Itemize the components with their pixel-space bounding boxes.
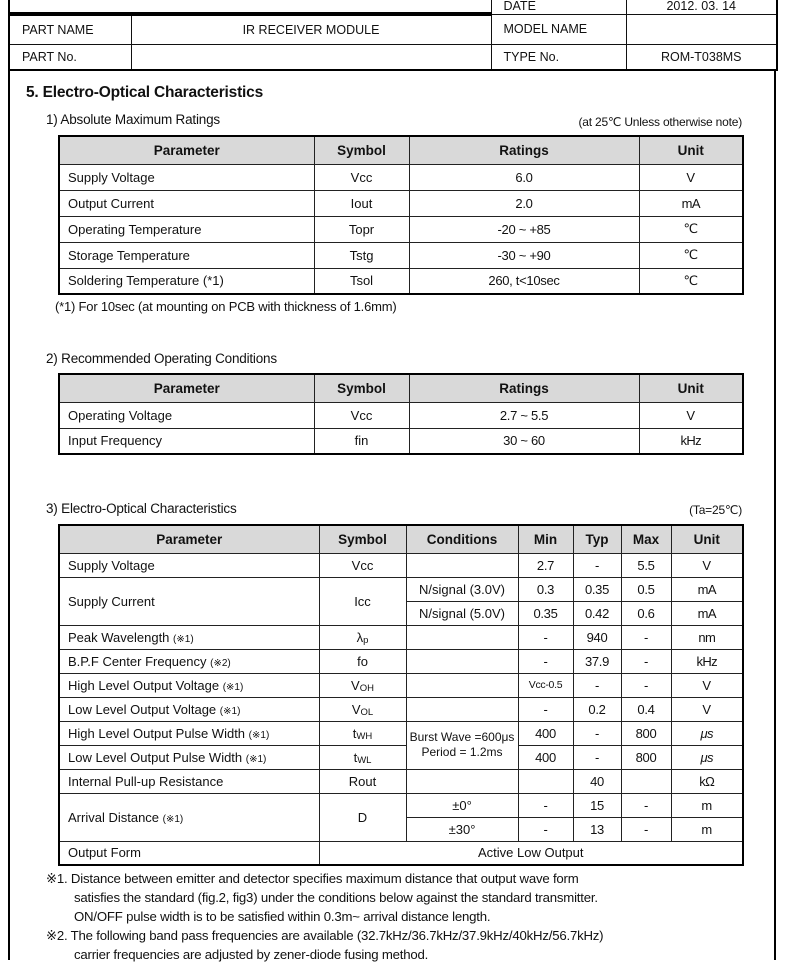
param-cell: Soldering Temperature (*1) bbox=[59, 268, 314, 294]
param-cell bbox=[59, 673, 319, 697]
table-row bbox=[59, 268, 743, 294]
param-cell: Operating Voltage bbox=[59, 402, 314, 428]
min-cell: 0.3 bbox=[518, 577, 573, 601]
max-cell: 800 bbox=[621, 721, 671, 745]
column-header: Max bbox=[621, 525, 671, 553]
ratings-cell: 30 ~ 60 bbox=[409, 428, 639, 454]
min-cell: 0.35 bbox=[518, 601, 573, 625]
date-label: DATE bbox=[491, 0, 626, 14]
param-text: Low Level Output Pulse Width bbox=[68, 749, 243, 765]
typ-cell: - bbox=[573, 745, 621, 769]
param-cell: Supply Current bbox=[59, 577, 319, 625]
footnote-line: satisfies the standard (fig.2, fig3) under the conditions below against the standard transmitter. bbox=[74, 890, 598, 905]
table-row bbox=[59, 697, 743, 721]
max-cell bbox=[621, 769, 671, 793]
typ-cell: - bbox=[573, 673, 621, 697]
column-header: Symbol bbox=[319, 525, 406, 553]
table-row bbox=[9, 14, 777, 44]
symbol-cell: Vcc bbox=[314, 402, 409, 428]
unit-cell: mA bbox=[671, 577, 743, 601]
symbol-cell: D bbox=[319, 793, 406, 841]
ratings-cell: 260, t<10sec bbox=[409, 268, 639, 294]
table-header-row bbox=[59, 136, 743, 164]
max-cell: - bbox=[621, 673, 671, 697]
symbol-cell: Iout bbox=[314, 190, 409, 216]
param-note: (※1) bbox=[248, 729, 270, 741]
symbol-subscript: OH bbox=[359, 682, 374, 694]
typ-cell: - bbox=[573, 553, 621, 577]
column-header: Ratings bbox=[409, 374, 639, 402]
table-row bbox=[59, 649, 743, 673]
ratings-cell: 6.0 bbox=[409, 164, 639, 190]
typ-cell: 40 bbox=[573, 769, 621, 793]
param-text: B.P.F Center Frequency bbox=[68, 653, 207, 669]
table-header-row bbox=[59, 374, 743, 402]
table-row bbox=[9, 0, 777, 14]
typ-cell: 0.35 bbox=[573, 577, 621, 601]
column-header: Parameter bbox=[59, 374, 314, 402]
table-header-row bbox=[59, 525, 743, 553]
conditions-cell bbox=[406, 721, 518, 769]
table-row bbox=[59, 190, 743, 216]
min-cell: - bbox=[518, 649, 573, 673]
table-row bbox=[59, 577, 743, 601]
ratings-cell: 2.7 ~ 5.5 bbox=[409, 402, 639, 428]
footnotes-block bbox=[46, 869, 752, 964]
table-row bbox=[59, 428, 743, 454]
conditions-cell bbox=[406, 553, 518, 577]
typ-cell: 15 bbox=[573, 793, 621, 817]
model-name-value bbox=[626, 14, 777, 44]
unit-cell: ℃ bbox=[639, 242, 743, 268]
unit-cell: ℃ bbox=[639, 216, 743, 242]
max-cell: 800 bbox=[621, 745, 671, 769]
unit-cell: mA bbox=[639, 190, 743, 216]
condition-note-1: (at 25℃ Unless otherwise note) bbox=[578, 115, 742, 129]
min-cell: 2.7 bbox=[518, 553, 573, 577]
condition-line: Period = 1.2ms bbox=[421, 745, 503, 759]
table-row bbox=[59, 769, 743, 793]
conditions-cell: N/signal (5.0V) bbox=[406, 601, 518, 625]
column-header: Typ bbox=[573, 525, 621, 553]
symbol-cell: fo bbox=[319, 649, 406, 673]
table-row bbox=[59, 793, 743, 817]
conditions-cell: ±30° bbox=[406, 817, 518, 841]
param-cell bbox=[59, 649, 319, 673]
max-cell: 0.5 bbox=[621, 577, 671, 601]
column-header: Conditions bbox=[406, 525, 518, 553]
output-form-cell: Active Low Output bbox=[319, 841, 743, 865]
section-title: 5. Electro-Optical Characteristics bbox=[26, 84, 263, 101]
symbol-cell bbox=[319, 673, 406, 697]
param-note: (※2) bbox=[210, 657, 231, 669]
param-cell: Storage Temperature bbox=[59, 242, 314, 268]
symbol-text: V bbox=[351, 677, 360, 693]
param-text: High Level Output Pulse Width bbox=[68, 725, 246, 741]
symbol-cell: Topr bbox=[314, 216, 409, 242]
max-cell: - bbox=[621, 649, 671, 673]
symbol-cell bbox=[319, 697, 406, 721]
column-header: Unit bbox=[639, 374, 743, 402]
column-header: Symbol bbox=[314, 374, 409, 402]
symbol-subscript: OL bbox=[360, 706, 374, 718]
table-row bbox=[59, 242, 743, 268]
symbol-cell: Tstg bbox=[314, 242, 409, 268]
symbol-text: λ bbox=[356, 629, 364, 645]
part-name-label: PART NAME bbox=[9, 14, 131, 44]
typ-cell: 0.42 bbox=[573, 601, 621, 625]
table-row bbox=[59, 402, 743, 428]
symbol-subscript: WL bbox=[357, 754, 372, 766]
type-no-label: TYPE No. bbox=[491, 44, 626, 70]
symbol-cell bbox=[319, 625, 406, 649]
part-name-value: IR RECEIVER MODULE bbox=[131, 14, 491, 44]
subsection-title-1: 1) Absolute Maximum Ratings bbox=[46, 112, 220, 127]
param-note: (※1) bbox=[162, 813, 184, 825]
min-cell: 400 bbox=[518, 721, 573, 745]
column-header: Parameter bbox=[59, 525, 319, 553]
column-header: Symbol bbox=[314, 136, 409, 164]
unit-cell: V bbox=[639, 164, 743, 190]
param-cell bbox=[59, 745, 319, 769]
symbol-cell: Vcc bbox=[314, 164, 409, 190]
typ-cell: 0.2 bbox=[573, 697, 621, 721]
param-cell: Output Form bbox=[59, 841, 319, 865]
operating-conditions-table bbox=[58, 373, 744, 455]
min-cell: - bbox=[518, 697, 573, 721]
document-header-table bbox=[8, 0, 778, 71]
table-row bbox=[59, 673, 743, 697]
unit-cell: V bbox=[671, 697, 743, 721]
param-cell: Operating Temperature bbox=[59, 216, 314, 242]
typ-cell: 940 bbox=[573, 625, 621, 649]
unit-cell: V bbox=[639, 402, 743, 428]
symbol-text: t bbox=[353, 749, 358, 765]
param-cell: Supply Voltage bbox=[59, 164, 314, 190]
symbol-text: t bbox=[352, 725, 357, 741]
unit-cell: V bbox=[671, 553, 743, 577]
min-cell: Vcc-0.5 bbox=[518, 673, 573, 697]
conditions-cell bbox=[406, 649, 518, 673]
column-header: Unit bbox=[639, 136, 743, 164]
footnote-line: ON/OFF pulse width is to be satisfied within 0.3m~ arrival distance length. bbox=[74, 909, 491, 924]
eo-characteristics-table bbox=[58, 524, 744, 866]
min-cell bbox=[518, 769, 573, 793]
header-empty-cell bbox=[9, 0, 491, 14]
param-text: Peak Wavelength bbox=[68, 629, 170, 645]
column-header: Unit bbox=[671, 525, 743, 553]
ratings-cell: -20 ~ +85 bbox=[409, 216, 639, 242]
symbol-cell: Rout bbox=[319, 769, 406, 793]
max-cell: - bbox=[621, 817, 671, 841]
min-cell: - bbox=[518, 817, 573, 841]
table-row bbox=[59, 841, 743, 865]
column-header: Parameter bbox=[59, 136, 314, 164]
table-row bbox=[59, 216, 743, 242]
symbol-cell: fin bbox=[314, 428, 409, 454]
type-no-value: ROM-T038MS bbox=[626, 44, 777, 70]
symbol-cell: Tsol bbox=[314, 268, 409, 294]
unit-cell: μs bbox=[671, 721, 743, 745]
param-cell: Internal Pull-up Resistance bbox=[59, 769, 319, 793]
model-name-label: MODEL NAME bbox=[491, 14, 626, 44]
conditions-cell bbox=[406, 697, 518, 721]
subsection-title-2: 2) Recommended Operating Conditions bbox=[46, 351, 277, 366]
subsection-title-3: 3) Electro-Optical Characteristics bbox=[46, 501, 237, 516]
param-text: High Level Output Voltage bbox=[68, 677, 220, 693]
param-note: (※1) bbox=[219, 705, 241, 717]
max-cell: - bbox=[621, 793, 671, 817]
typ-cell: 13 bbox=[573, 817, 621, 841]
footnote-line: ※1. Distance between emitter and detector specifies maximum distance that output wave form bbox=[46, 871, 579, 886]
table-row bbox=[59, 625, 743, 649]
conditions-cell: ±0° bbox=[406, 793, 518, 817]
max-cell: 0.6 bbox=[621, 601, 671, 625]
param-note: (※1) bbox=[245, 753, 267, 765]
param-note: (※1) bbox=[222, 681, 244, 693]
conditions-cell: N/signal (3.0V) bbox=[406, 577, 518, 601]
min-cell: - bbox=[518, 793, 573, 817]
typ-cell: - bbox=[573, 721, 621, 745]
symbol-subscript: p bbox=[363, 634, 369, 646]
param-cell bbox=[59, 625, 319, 649]
column-header: Ratings bbox=[409, 136, 639, 164]
ratings-cell: -30 ~ +90 bbox=[409, 242, 639, 268]
param-note: (※1) bbox=[173, 633, 194, 645]
symbol-cell bbox=[319, 745, 406, 769]
param-cell bbox=[59, 721, 319, 745]
unit-cell: mA bbox=[671, 601, 743, 625]
unit-cell: m bbox=[671, 817, 743, 841]
unit-cell: kHz bbox=[671, 649, 743, 673]
column-header: Min bbox=[518, 525, 573, 553]
unit-cell: ℃ bbox=[639, 268, 743, 294]
symbol-cell: Vcc bbox=[319, 553, 406, 577]
table-row bbox=[59, 164, 743, 190]
symbol-text: V bbox=[351, 701, 361, 717]
param-cell: Supply Voltage bbox=[59, 553, 319, 577]
max-cell: 0.4 bbox=[621, 697, 671, 721]
table-row bbox=[9, 44, 777, 70]
param-text: Low Level Output Voltage bbox=[68, 701, 217, 717]
conditions-cell bbox=[406, 673, 518, 697]
unit-cell: nm bbox=[671, 625, 743, 649]
table-row bbox=[59, 553, 743, 577]
typ-cell: 37.9 bbox=[573, 649, 621, 673]
unit-cell: V bbox=[671, 673, 743, 697]
unit-cell: kHz bbox=[639, 428, 743, 454]
unit-cell: m bbox=[671, 793, 743, 817]
table-row bbox=[59, 745, 743, 769]
condition-note-3: (Ta=25℃) bbox=[689, 503, 742, 517]
symbol-subscript: WH bbox=[356, 730, 373, 742]
unit-cell: μs bbox=[671, 745, 743, 769]
table1-footnote: (*1) For 10sec (at mounting on PCB with thickness of 1.6mm) bbox=[55, 299, 397, 314]
max-cell: 5.5 bbox=[621, 553, 671, 577]
max-cell: - bbox=[621, 625, 671, 649]
abs-max-ratings-table bbox=[58, 135, 744, 295]
part-no-value bbox=[131, 44, 491, 70]
ratings-cell: 2.0 bbox=[409, 190, 639, 216]
param-cell: Output Current bbox=[59, 190, 314, 216]
footnote-line: carrier frequencies are adjusted by zener-diode fusing method. bbox=[74, 947, 429, 962]
param-text: Arrival Distance bbox=[68, 809, 160, 825]
symbol-cell: Icc bbox=[319, 577, 406, 625]
symbol-cell bbox=[319, 721, 406, 745]
date-value: 2012. 03. 14 bbox=[626, 0, 777, 14]
part-no-label: PART No. bbox=[9, 44, 131, 70]
min-cell: - bbox=[518, 625, 573, 649]
footnote-line: ※2. The following band pass frequencies are available (32.7kHz/36.7kHz/37.9kHz/40kHz/56.7kHz) bbox=[46, 928, 604, 943]
conditions-cell bbox=[406, 769, 518, 793]
table-row bbox=[59, 721, 743, 745]
param-cell bbox=[59, 697, 319, 721]
param-cell: Input Frequency bbox=[59, 428, 314, 454]
conditions-cell bbox=[406, 625, 518, 649]
param-cell bbox=[59, 793, 319, 841]
min-cell: 400 bbox=[518, 745, 573, 769]
condition-line: Burst Wave =600μs bbox=[409, 730, 515, 744]
unit-cell: kΩ bbox=[671, 769, 743, 793]
